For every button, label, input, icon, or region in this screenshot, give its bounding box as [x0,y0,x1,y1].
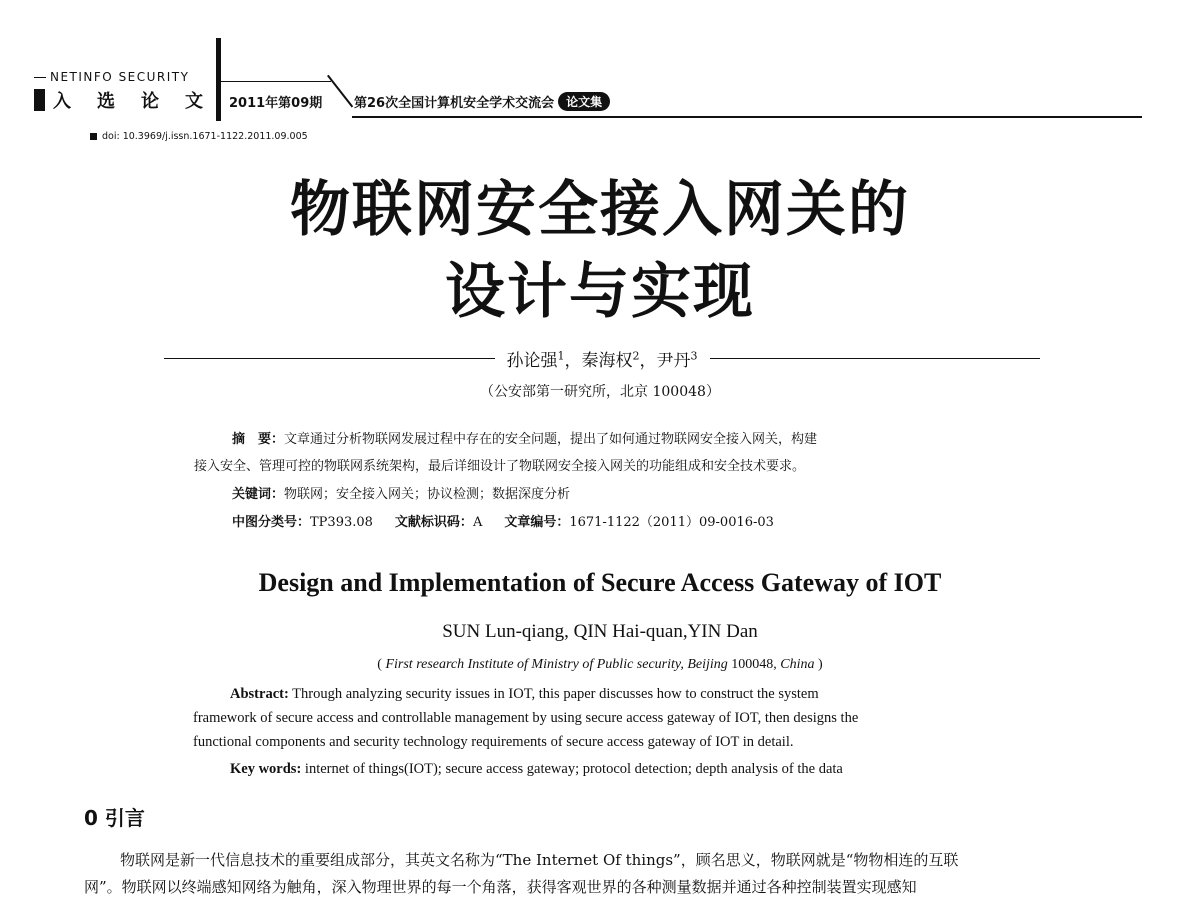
keywords-cn-label: 关键词： [232,487,285,502]
authors-en: SUN Lun-qiang, QIN Hai-quan,YIN Dan [442,621,758,642]
title-cn-line2: 设计与实现 [445,257,755,327]
header-rule-bottom [352,116,1142,118]
authors-cn-text: 孙论强$^1$，秦海权$^2$，尹丹$^3$ [506,349,698,371]
keywords-en-label: Key words: [230,761,302,777]
intro-paragraph-line1: 物联网是新一代信息技术的重要组成部分，其英文名称为“The Internet Of things”，顾名思义，物联网就是“物物相连的互联 [120,851,959,869]
classification-line: 中图分类号：TP393.08 文献标识码：A 文章编号：1671-1122（2011）09-0016-03 [232,515,774,530]
abstract-cn-label: 摘 要： [232,432,285,447]
header-rule-top [221,81,331,82]
affiliation-cn: （公安部第一研究所，北京 100048） [480,384,720,400]
header-slant-rule [327,75,353,108]
section-label: 入选论文 [34,88,229,112]
keywords-cn: 关键词：物联网；安全接入网关；协议检测；数据深度分析 [232,487,571,502]
issue-number: 2011年第09期 [229,96,323,111]
title-en: Design and Implementation of Secure Access Gateway of IOT [258,568,942,597]
doi-line: doi: 10.3969/j.issn.1671-1122.2011.09.005 [90,131,308,142]
journal-brand: NETINFO SECURITY [34,70,189,84]
abstract-cn-line1: 摘 要：文章通过分析物联网发展过程中存在的安全问题，提出了如何通过物联网安全接入网关，构建 [232,432,818,447]
keywords-en: Key words: internet of things(IOT); secure access gateway; protocol detection; depth analysis of the data [230,761,843,777]
conference-badge: 论文集 [558,92,610,111]
abstract-en-line3: functional components and security technology requirements of secure access gateway of IOT in detail. [193,734,794,750]
abstract-en-label: Abstract: [230,686,289,702]
abstract-cn-line2: 接入安全、管理可控的物联网系统架构，最后详细设计了物联网安全接入网关的功能组成和安全技术要求。 [194,459,806,474]
abstract-en-line1: Abstract: Through analyzing security issues in IOT, this paper discusses how to construct the system [230,686,819,702]
title-cn-line1: 物联网安全接入网关的 [290,175,910,245]
authors-rule-right [710,358,1041,359]
abstract-en-line2: framework of secure access and controllable management by using secure access gateway of IOT, then designs the [193,710,859,726]
authors-cn [164,346,1040,371]
affiliation-en: ( First research Institute of Ministry of Public security, Beijing 100048, China ) [377,657,823,672]
conference-name: 第26次全国计算机安全学术交流会 论文集 [354,92,610,111]
brand-dash [34,77,46,78]
section-heading-intro: 0 引言 [84,806,145,830]
section-block-icon [34,89,45,111]
doi-bullet-icon [90,133,97,140]
authors-rule-left [164,358,495,359]
intro-paragraph-line2: 网”。物联网以终端感知网络为触角，深入物理世界的每一个角落，获得客观世界的各种测量数据并通过各种控制装置实现感知 [84,878,917,896]
